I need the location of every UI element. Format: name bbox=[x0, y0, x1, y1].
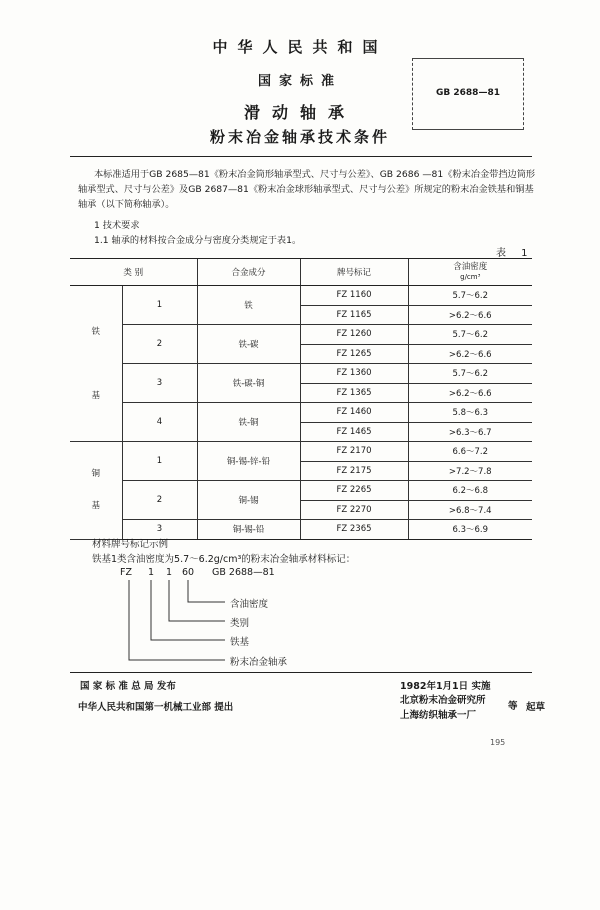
example-label-fz: 粉末冶金轴承 bbox=[230, 657, 288, 668]
standard-type-heading: 国家标准 bbox=[257, 74, 342, 89]
header-composition: 合金成分 bbox=[197, 259, 300, 286]
grade-cell: FZ 2265 bbox=[300, 481, 408, 501]
footer-date: 1982年1月1日 实施 bbox=[400, 681, 491, 692]
footer-rule bbox=[70, 672, 532, 673]
header-category: 类 别 bbox=[70, 259, 197, 286]
header-grade: 牌号标记 bbox=[300, 259, 408, 286]
example-code-base: 1 bbox=[148, 567, 155, 578]
header-density-label: 含油密度 bbox=[453, 262, 488, 272]
footer-proposer: 中华人民共和国第一机械工业部 提出 bbox=[78, 702, 234, 713]
grade-cell: FZ 2175 bbox=[300, 461, 408, 481]
grade-cell: FZ 1360 bbox=[300, 364, 408, 384]
class-cell: 3 bbox=[122, 520, 197, 540]
base-copper-top: 铜 bbox=[91, 469, 100, 480]
example-code-density: 60 bbox=[182, 567, 195, 578]
class-cell: 2 bbox=[122, 325, 197, 364]
intro-text: 本标准适用于GB 2685—81《粉末冶金筒形轴承型式、尺寸与公差》、GB 2686 —81《粉末冶金带挡边筒形轴承型式、尺寸与公差》及GB 2687—81《粉末冶金球形轴承型式、尺寸与公差》所规定的粉末冶金铁基和铜基轴承（以下简称轴承）。 bbox=[78, 169, 536, 210]
callout-line-fz bbox=[129, 580, 225, 660]
density-cell: >6.2～6.6 bbox=[408, 305, 532, 325]
example-description: 铁基1类含油密度为5.7～6.2g/cm³的粉末冶金轴承材料标记： bbox=[92, 554, 356, 565]
composition-cell: 铁 bbox=[197, 286, 300, 325]
example-code-fz: FZ bbox=[120, 567, 132, 578]
base-copper-bottom: 基 bbox=[91, 501, 100, 512]
callout-line-class bbox=[169, 580, 225, 621]
density-cell: >6.3～6.7 bbox=[408, 422, 532, 442]
example-label-class: 类别 bbox=[230, 618, 250, 629]
footer-drafter-suffix-2: 起草 bbox=[526, 702, 546, 713]
density-cell: 5.7～6.2 bbox=[408, 364, 532, 384]
composition-cell: 铁-碳 bbox=[197, 325, 300, 364]
grade-cell: FZ 1260 bbox=[300, 325, 408, 345]
grade-cell: FZ 1460 bbox=[300, 403, 408, 423]
grade-cell: FZ 1365 bbox=[300, 383, 408, 403]
grade-cell: FZ 2170 bbox=[300, 442, 408, 462]
footer-drafter-suffix-1: 等 bbox=[508, 701, 518, 712]
density-cell: 5.7～6.2 bbox=[408, 325, 532, 345]
density-cell: 6.3～6.9 bbox=[408, 520, 532, 540]
country-heading: 中华人民共和国 bbox=[212, 38, 388, 56]
density-cell: 5.7～6.2 bbox=[408, 286, 532, 306]
class-cell: 4 bbox=[122, 403, 197, 442]
density-cell: >6.8～7.4 bbox=[408, 500, 532, 520]
grade-cell: FZ 2365 bbox=[300, 520, 408, 540]
composition-cell: 铜-锡-锌-铅 bbox=[197, 442, 300, 481]
class-cell: 2 bbox=[122, 481, 197, 520]
example-title: 材料牌号标记示例 bbox=[92, 539, 169, 550]
example-label-base: 铁基 bbox=[230, 637, 250, 648]
grade-cell: FZ 2270 bbox=[300, 500, 408, 520]
density-cell: 5.8～6.3 bbox=[408, 403, 532, 423]
composition-cell: 铁-碳-铜 bbox=[197, 364, 300, 403]
composition-cell: 铁-铜 bbox=[197, 403, 300, 442]
density-cell: >7.2～7.8 bbox=[408, 461, 532, 481]
density-cell: >6.2～6.6 bbox=[408, 383, 532, 403]
page-number: 195 bbox=[490, 738, 506, 747]
grade-cell: FZ 1165 bbox=[300, 305, 408, 325]
table-label: 表 1 bbox=[496, 248, 534, 259]
document-subtitle: 粉末冶金轴承技术条件 bbox=[209, 128, 390, 146]
document-title: 滑动轴承 bbox=[243, 103, 356, 122]
composition-cell: 铜-锡-铅 bbox=[197, 520, 300, 540]
example-code-class: 1 bbox=[166, 567, 173, 578]
example-code-standard: GB 2688—81 bbox=[212, 567, 275, 578]
density-cell: >6.2～6.6 bbox=[408, 344, 532, 364]
composition-cell: 铜-锡 bbox=[197, 481, 300, 520]
density-cell: 6.6～7.2 bbox=[408, 442, 532, 462]
class-cell: 1 bbox=[122, 442, 197, 481]
grade-cell: FZ 1465 bbox=[300, 422, 408, 442]
class-cell: 3 bbox=[122, 364, 197, 403]
section-1-heading: 1 技术要求 bbox=[94, 220, 140, 231]
footer-drafter-2: 上海纺织轴承一厂 bbox=[400, 710, 477, 721]
grade-cell: FZ 1265 bbox=[300, 344, 408, 364]
example-label-density: 含油密度 bbox=[230, 599, 269, 610]
header-density-unit: g/cm³ bbox=[460, 273, 481, 281]
callout-line-density bbox=[188, 580, 225, 602]
footer-drafter-1: 北京粉末冶金研究所 bbox=[400, 695, 486, 706]
base-iron-bottom: 基 bbox=[91, 390, 100, 401]
class-cell: 1 bbox=[122, 286, 197, 325]
base-iron-top: 铁 bbox=[91, 326, 100, 337]
grade-cell: FZ 1160 bbox=[300, 286, 408, 306]
section-1-1-text: 1.1 轴承的材料按合金成分与密度分类规定于表1。 bbox=[94, 235, 302, 246]
density-cell: 6.2～6.8 bbox=[408, 481, 532, 501]
footer-publisher: 国 家 标 准 总 局 发布 bbox=[80, 681, 176, 692]
standard-code: GB 2688—81 bbox=[436, 88, 500, 98]
